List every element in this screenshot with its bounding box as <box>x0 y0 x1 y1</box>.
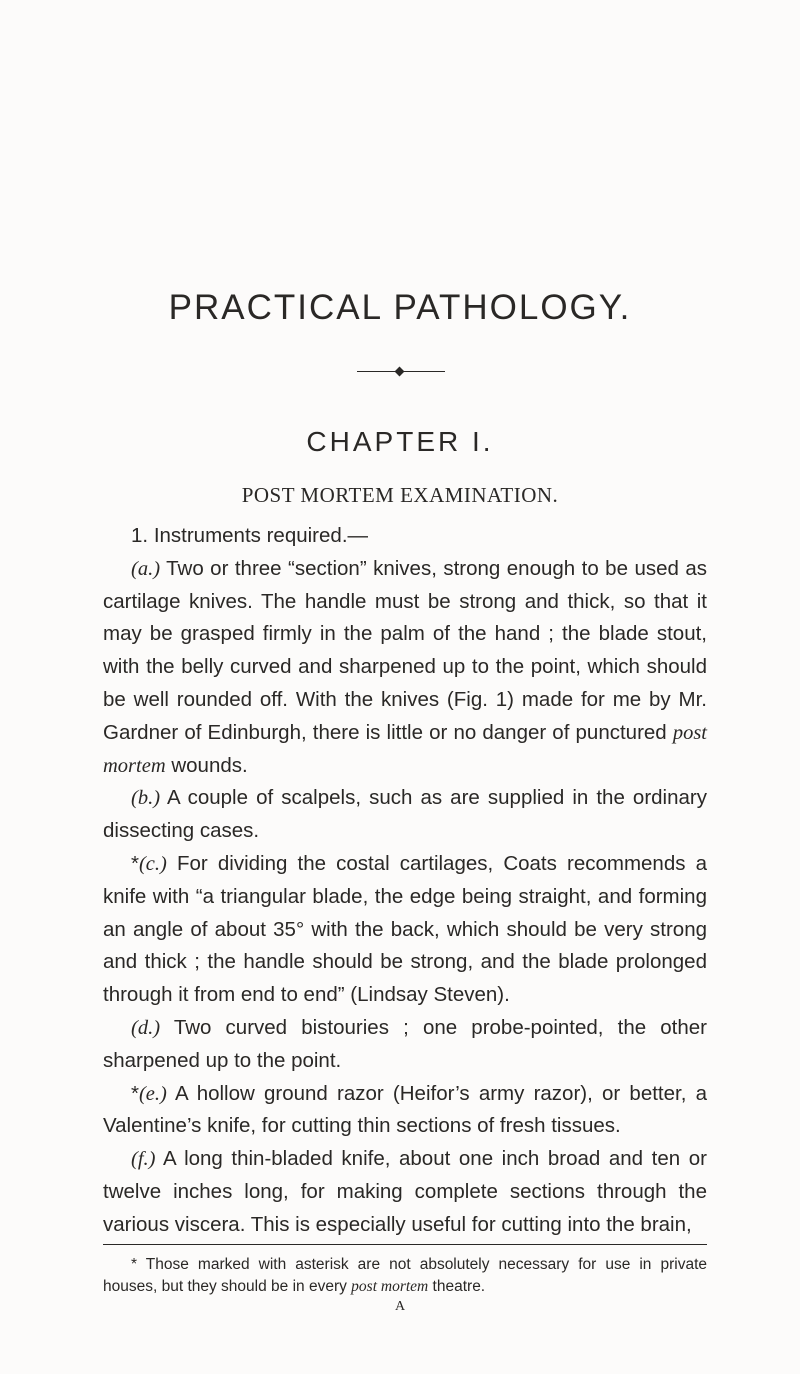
item-text: Two or three “section” knives, strong enough to be used as cartilage knives. The handle must be strong and thick, so that it may be grasped firmly in the palm of the hand ; the blade stout, with the belly curved and sharpened up to the point, which should be well rounded off. With the knives (Fig. 1) made for me by Mr. Gardner of Edinburgh, there is little or no danger of punctured <box>103 556 707 744</box>
section-title: POST MORTEM EXAMINATION. <box>241 483 559 507</box>
item-label: (a.) <box>131 557 161 580</box>
list-item-b <box>103 782 707 848</box>
heading-number: 1. <box>131 524 149 547</box>
asterisk-marker: * <box>131 851 139 875</box>
list-item-f <box>103 1143 707 1241</box>
body-text <box>103 520 707 1242</box>
footnote-emphasis: post mortem <box>351 1278 429 1295</box>
chapter-heading: CHAPTER I. <box>306 426 494 457</box>
asterisk-marker: * <box>131 1081 139 1105</box>
item-label: (e.) <box>138 1082 167 1105</box>
item-text: For dividing the costal cartilages, Coats recommends a knife with “a triangular blade, the edge being straight, and forming an angle of about 35° with the back, which should be very strong and thick ; the handle should be strong, and the blade prolonged through it from end to end” (Lindsay Steven). <box>103 851 707 1007</box>
signature-mark: A <box>394 1299 406 1314</box>
item-text: A couple of scalpels, such as are supplied in the ordinary dissecting cases. <box>103 786 707 843</box>
item-label: (d.) <box>131 1016 161 1039</box>
item-label: (f.) <box>131 1148 156 1171</box>
item-text: Two curved bistouries ; one probe-pointed, the other sharpened up to the point. <box>103 1015 708 1072</box>
diamond-icon <box>395 367 405 377</box>
heading-text: Instruments required.— <box>153 524 369 547</box>
item-text: A hollow ground razor (Heifor’s army razor), or better, a Valentine’s knife, for cutting thin sections of fresh tissues. <box>103 1081 707 1138</box>
item-label: (c.) <box>138 852 167 875</box>
footnote-text: * Those marked with asterisk are not absolutely necessary for use in private houses, but they should be in every <box>103 1256 707 1295</box>
footnote <box>103 1254 707 1298</box>
item-text-after: wounds. <box>165 753 248 777</box>
footnote-text-after: theatre. <box>428 1278 486 1295</box>
list-item-e <box>103 1078 707 1144</box>
item-text: A long thin-bladed knife, about one inch broad and ten or twelve inches long, for making complete sections through the various viscera. This is especially useful for cutting into the brain, <box>103 1147 707 1236</box>
list-item-a <box>103 553 707 783</box>
list-item-c <box>103 848 707 1012</box>
ornament-divider <box>357 367 445 377</box>
numbered-heading <box>103 520 707 553</box>
list-item-d <box>103 1012 707 1078</box>
item-label: (b.) <box>131 787 161 810</box>
footnote-rule <box>103 1244 707 1245</box>
item-emphasis: post mortem <box>103 721 707 777</box>
book-title: PRACTICAL PATHOLOGY. <box>168 288 632 327</box>
